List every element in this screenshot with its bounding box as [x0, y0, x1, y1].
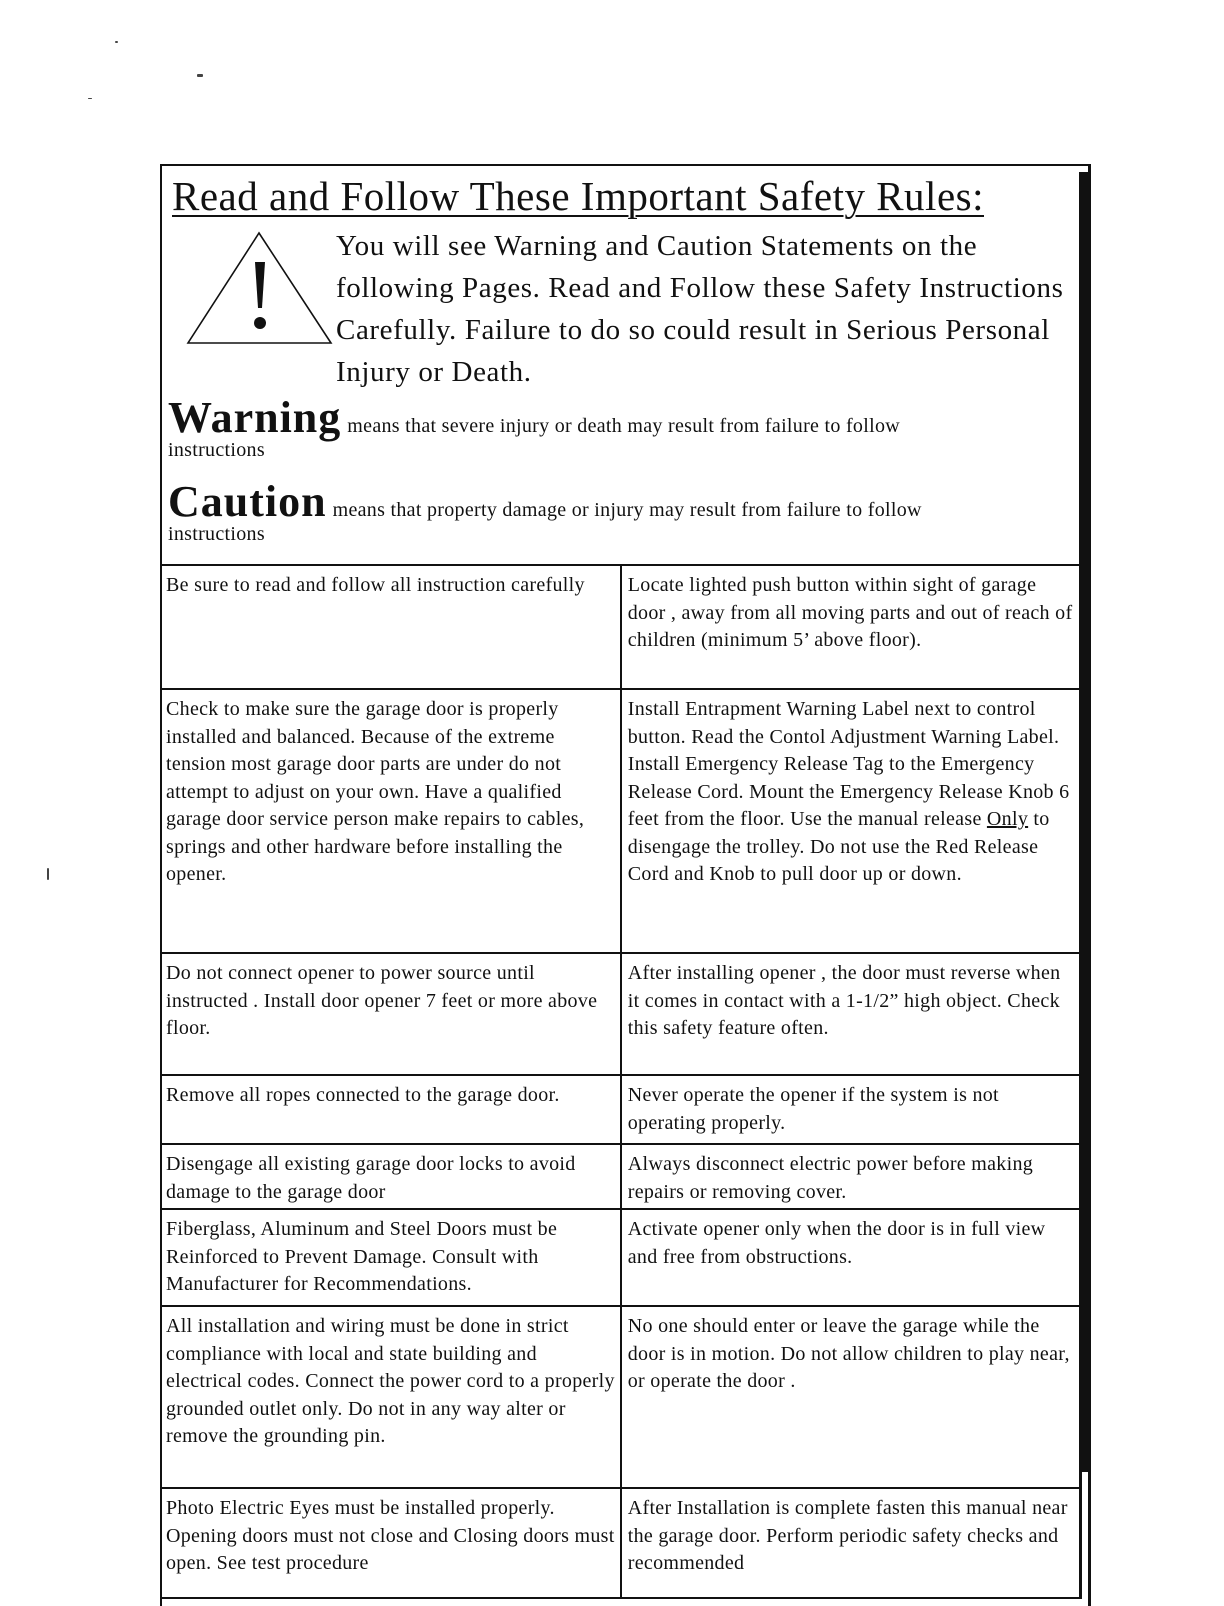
caution-description: means that property damage or injury may result from failure to follow [332, 499, 922, 521]
rule-cell-left: Fiberglass, Aluminum and Steel Doors must be Reinforced to Prevent Damage. Consult with Manufacturer for Recommendations. [161, 1209, 621, 1306]
rule-text: Install Entrapment Warning Label next to control button. Read the Contol Adjustment Warning Label. Install Emergency Release Tag to the Emergency Release Cord. Mount the Emergency Release Knob 6 feet from the floor. Use the manual release [627, 698, 1070, 830]
table-row [161, 1306, 1081, 1488]
warning-description: means that severe injury or death may result from failure to follow [347, 415, 900, 437]
warning-definition [168, 392, 1073, 462]
page-title: Read and Follow These Important Safety Rules: [172, 173, 984, 219]
rule-cell-right: No one should enter or leave the garage while the door is in motion. Do not allow children to play near, or operate the door . [621, 1306, 1081, 1488]
warning-term: Warning [168, 393, 342, 442]
rule-cell-left: Check to make sure the garage door is properly installed and balanced. Because of the extreme tension most garage door parts are under do not attempt to adjust on your own. Have a qualified garage door service person make repairs to cables, springs and other hardware before installing the opener. [161, 689, 621, 953]
rule-cell-left: All installation and wiring must be done in strict compliance with local and state building and electrical codes. Connect the power cord to a properly grounded outlet only. Do not in any way alter or remove the grounding pin. [161, 1306, 621, 1488]
rule-cell-right: Always disconnect electric power before making repairs or removing cover. [621, 1144, 1081, 1209]
scan-speck [47, 868, 49, 880]
warning-triangle-icon [185, 230, 335, 348]
table-row [161, 565, 1081, 689]
caution-term: Caution [168, 477, 327, 526]
intro-statement: You will see Warning and Caution Statements on the following Pages. Read and Follow these Safety Instructions Carefully. Failure to do so could result in Serious Personal Injury or Death. [336, 230, 1064, 388]
rule-cell-right: After installing opener , the door must reverse when it comes in contact with a 1-1/2” high object. Check this safety feature often. [621, 953, 1081, 1075]
warning-description-cont: instructions [168, 439, 265, 461]
caution-definition [168, 476, 1073, 546]
table-row [161, 1075, 1081, 1144]
rule-emphasis: Only [986, 808, 1029, 830]
table-row [161, 1144, 1081, 1209]
scan-speck [88, 98, 92, 99]
scan-speck [115, 41, 118, 43]
rule-cell-right [621, 689, 1081, 953]
table-row [161, 1209, 1081, 1306]
rule-cell-right: Activate opener only when the door is in full view and free from obstructions. [621, 1209, 1081, 1306]
table-row [161, 953, 1081, 1075]
safety-rules-table [160, 564, 1082, 1599]
rule-cell-left: Disengage all existing garage door locks to avoid damage to the garage door [161, 1144, 621, 1209]
rule-cell-right: Never operate the opener if the system is not operating properly. [621, 1075, 1081, 1144]
table-row [161, 689, 1081, 953]
rule-cell-right: Locate lighted push button within sight of garage door , away from all moving parts and out of reach of children (minimum 5’ above floor). [621, 565, 1081, 689]
rule-cell-right: After Installation is complete fasten this manual near the garage door. Perform periodic safety checks and recommended [621, 1488, 1081, 1598]
scan-speck [197, 74, 203, 77]
rule-cell-left: Remove all ropes connected to the garage door. [161, 1075, 621, 1144]
rule-text: to disengage the trolley. Do not use the Red Release Cord and Knob to pull door up or down. [627, 808, 1050, 885]
rule-cell-left: Photo Electric Eyes must be installed properly. Opening doors must not close and Closing doors must open. See test procedure [161, 1488, 621, 1598]
rule-cell-left: Be sure to read and follow all instruction carefully [161, 565, 621, 689]
caution-description-cont: instructions [168, 523, 265, 545]
rule-cell-left: Do not connect opener to power source until instructed . Install door opener 7 feet or more above floor. [161, 953, 621, 1075]
table-row [161, 1488, 1081, 1598]
